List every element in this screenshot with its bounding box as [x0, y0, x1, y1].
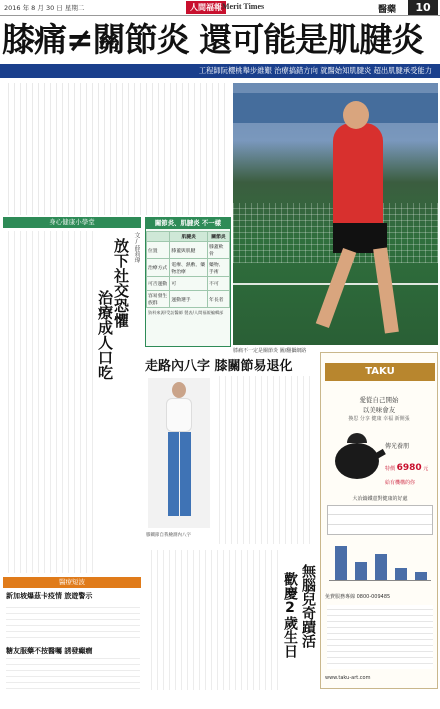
table-header-cell [147, 232, 170, 242]
player-head [343, 101, 369, 129]
news-brief-1-body [6, 603, 140, 643]
issue-date: 2016 年 8 月 30 日 星期二 [4, 4, 85, 12]
table-cell: 電療、熱敷、藥物治療 [170, 259, 208, 277]
table-cell: 運動選手 [170, 291, 208, 308]
comparison-table [146, 231, 230, 308]
table-header-cell: 肌腱炎 [170, 232, 208, 242]
mind-column-banner: 身心健康小學堂 [3, 217, 141, 228]
ad-store-list [327, 605, 433, 669]
ad-website: www.taku-art.com [325, 675, 371, 681]
table-header-cell: 關節炎 [208, 232, 230, 242]
brand-name-cn: 人間福報 [190, 3, 222, 12]
photo-banner [233, 93, 438, 123]
mind-column-byline: 文/薛莉瑋 [133, 232, 140, 263]
table-cell: 容易發生族群 [147, 291, 170, 308]
main-headline: 膝痛≠關節炎 還可能是肌腱炎 [2, 20, 424, 59]
main-photo [233, 83, 438, 345]
walk-article-title: 走路內八字 膝關節易退化 [145, 359, 293, 373]
section-label: 醫藥 [378, 5, 397, 15]
table-row [147, 242, 230, 259]
table-cell: 可否運動 [147, 277, 170, 291]
news-brief-2-body [6, 658, 140, 694]
news-brief-1-title: 新加坡爆茲卡疫情 旅遊警示 [6, 592, 93, 600]
table-row [147, 259, 230, 277]
photo-caption: 膝痛不一定是關節炎 圖/翻攝網路 [233, 348, 307, 354]
ad-bar [375, 554, 387, 580]
table-cell: 可 [170, 277, 208, 291]
taku-ad [320, 352, 438, 689]
teapot-body [335, 443, 379, 479]
table-header-row [147, 232, 230, 242]
ad-chart-title: 大冶鑄鐵壺對健康的好處 [352, 496, 408, 502]
page-number-badge [408, 0, 438, 15]
ad-bar [355, 562, 367, 580]
birthday-body [146, 550, 278, 690]
brand-logo [186, 1, 226, 14]
table-row [147, 291, 230, 308]
table-cell: 年長者 [208, 291, 230, 308]
ad-bar [395, 568, 407, 580]
comparison-box-footer: 資料來源/受訪醫師 製表/人間福報編輯部 [148, 310, 224, 315]
news-brief-banner: 醫療短波 [3, 577, 141, 588]
model-top [166, 398, 192, 432]
birthday-title-a: 無腦兒奇蹟活 [300, 564, 316, 648]
teapot-lid [347, 433, 367, 443]
page-number: 10 [415, 1, 431, 14]
comparison-box [145, 217, 231, 347]
ad-brand-bar [325, 363, 435, 381]
birthday-title-b: 歡慶2歲生日 [282, 572, 298, 658]
ad-contact: 免費服務專線 0800-009485 [325, 594, 391, 600]
model-head [172, 382, 186, 398]
ad-bar [335, 546, 347, 580]
mind-column-title-b: 治療成人口吃 [96, 290, 114, 380]
table-cell: 膝蓋軟骨 [208, 242, 230, 259]
ad-product-name: 傳光養朋 [385, 443, 410, 450]
mind-column-body [3, 231, 95, 573]
comparison-box-title: 關節炎、肌腱炎 不一樣 [146, 218, 230, 229]
walk-article-body [214, 376, 312, 544]
cast-iron-teapot-icon [331, 433, 383, 483]
page-header [0, 0, 440, 16]
walk-article-caption: 膝關節自我檢測內八字 [146, 533, 191, 538]
sub-headline: 工程師阮櫻桃舉步維艱 治療搞錯方向 就醫始知肌腱炎 超出肌腱承受能力 [0, 64, 440, 78]
table-cell: 膝蓋與肌腱 [170, 242, 208, 259]
table-cell: 不可 [208, 277, 230, 291]
table-cell: 藥物、手術 [208, 259, 230, 277]
ad-line-3: 換思 分享 健康 幸福 新開張 [348, 416, 410, 422]
model-jeans-right [180, 432, 191, 516]
ad-info-table [327, 505, 433, 535]
walk-article-photo [148, 378, 210, 528]
ad-price-row [385, 463, 437, 473]
ad-price-tag: 給有機構的你 [385, 480, 416, 486]
ad-line-1: 愛從自己開始 [359, 396, 399, 404]
ad-bar-chart [329, 541, 431, 581]
news-brief-2-title: 糖友服藥不按醫囑 誘發癲癇 [6, 647, 93, 655]
ad-line-2: 以美味會友 [362, 406, 396, 414]
table-row [147, 277, 230, 291]
table-cell: 位置 [147, 242, 170, 259]
article-body-top-left [3, 83, 229, 215]
player-body [333, 123, 383, 233]
ad-price-label: 特價 [385, 466, 396, 472]
ad-bar [415, 572, 427, 580]
teapot-spout [374, 449, 386, 459]
ad-price-note: 元 [423, 466, 429, 472]
ad-brand-name: TAKU [365, 366, 395, 377]
table-cell: 治療方式 [147, 259, 170, 277]
model-jeans-left [168, 432, 179, 516]
ad-price-value: 6980 [396, 463, 422, 473]
brand-name-en: Merit Times [222, 2, 265, 11]
mind-column-title-a: 放下社交恐懼 [112, 238, 130, 328]
